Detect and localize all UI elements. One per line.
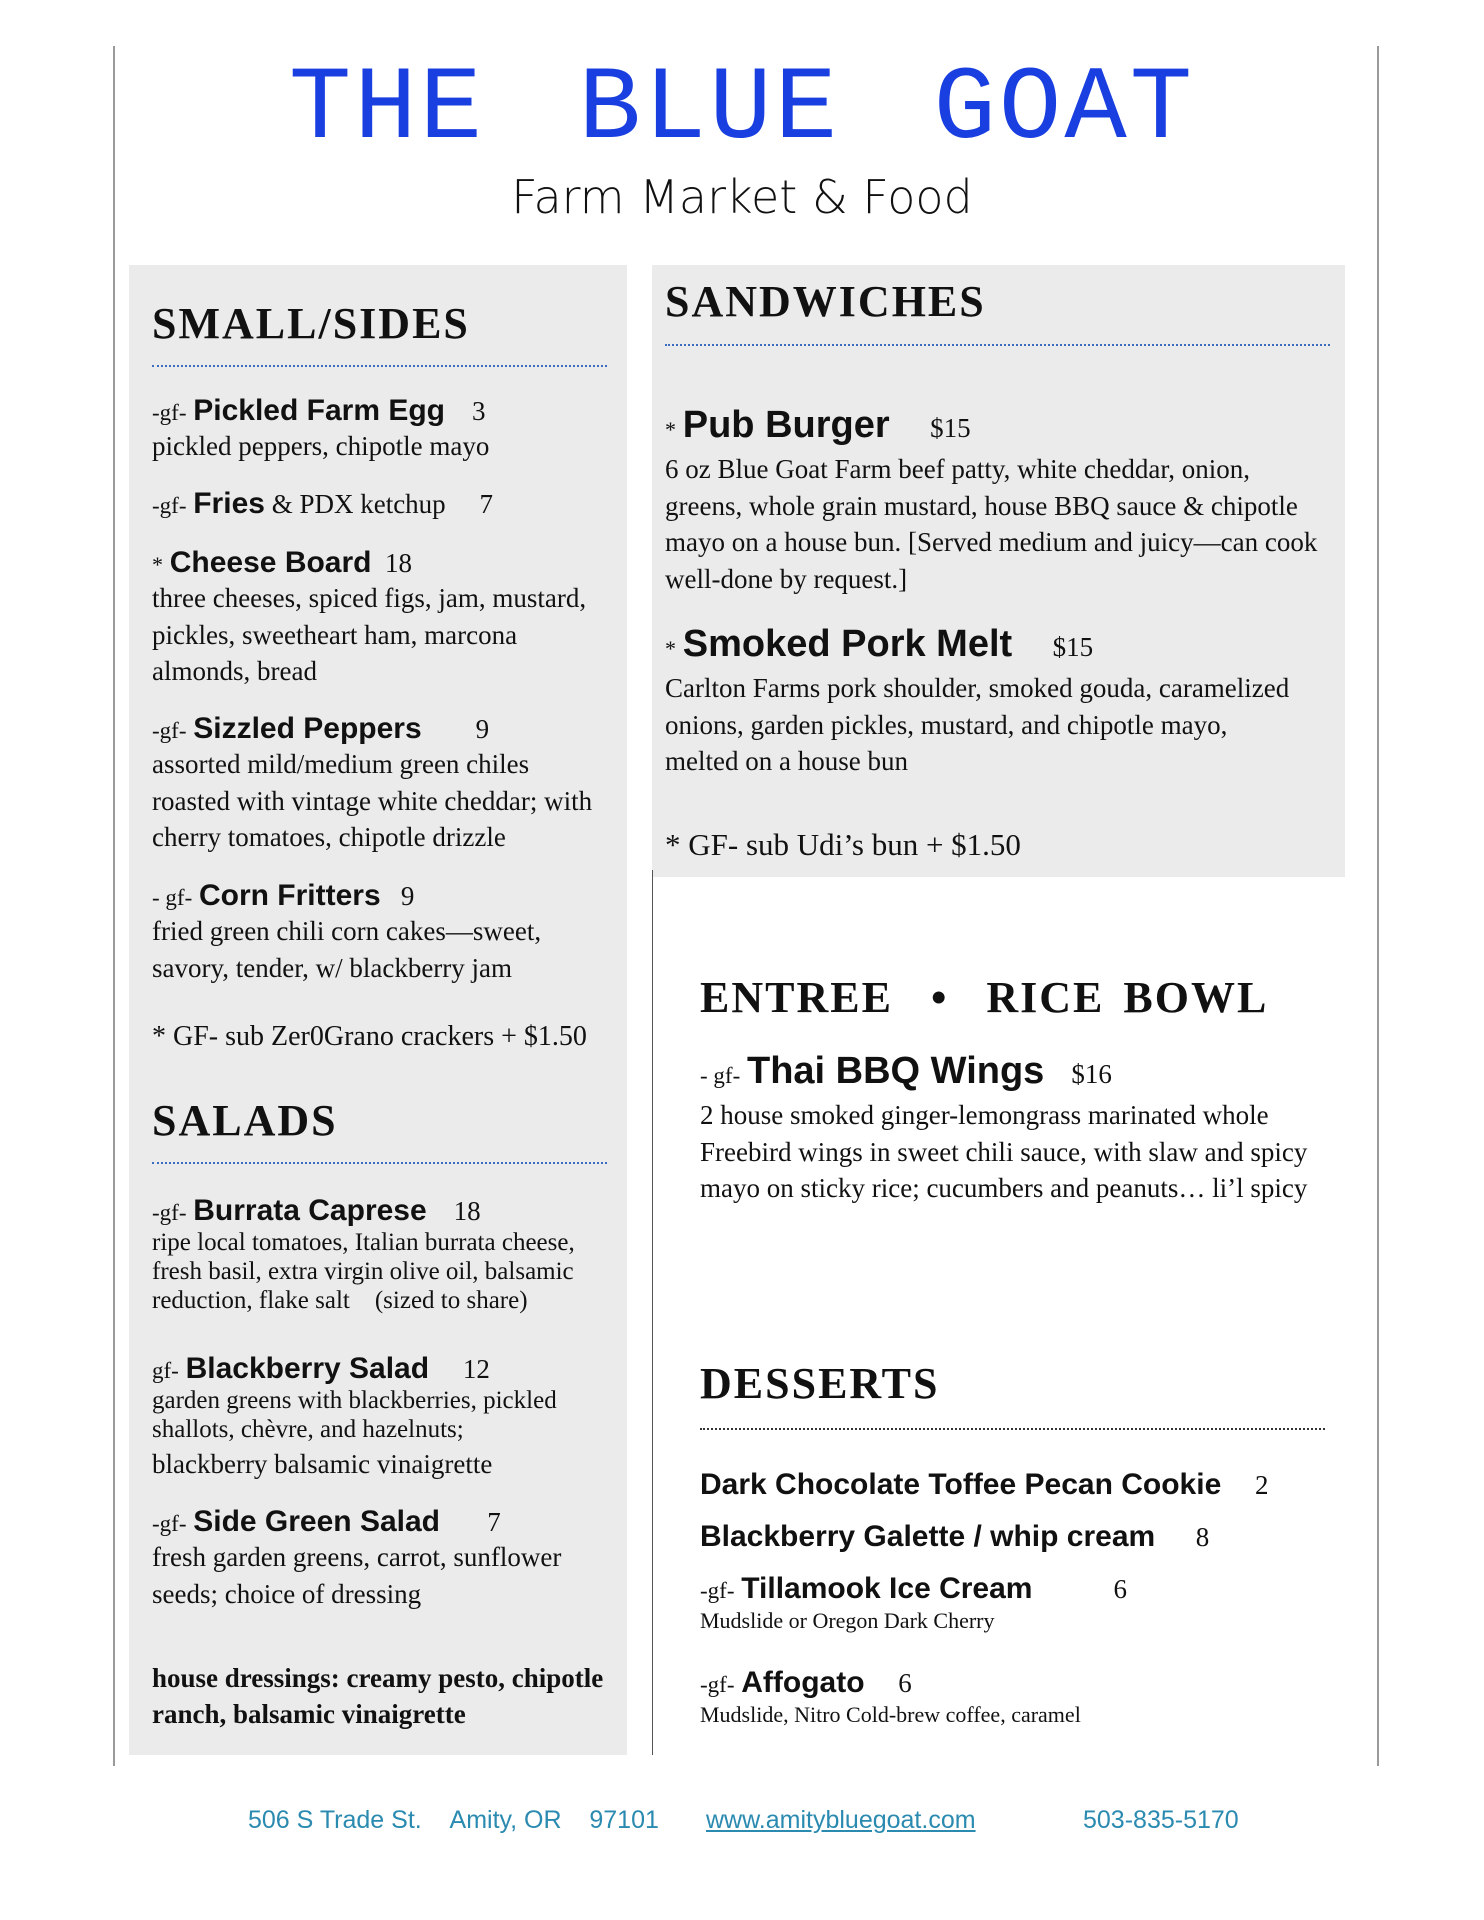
item-price: 9 xyxy=(400,881,415,911)
salads-divider xyxy=(152,1162,607,1164)
item-price: $15 xyxy=(930,413,971,443)
menu-item-smoked-pork-melt: * Smoked Pork Melt $15 Carlton Farms pork shoulder, smoked gouda, caramelized onions, garden pickles, mustard, and chipotle mayo, melted on a house bun xyxy=(665,623,1305,780)
item-description: garden greens with blackberries, pickled shallots, chèvre, and hazelnuts; xyxy=(152,1387,557,1443)
item-name: Thai BBQ Wings xyxy=(746,1050,1045,1092)
item-description: fried green chili corn cakes—sweet, savory, tender, w/ blackberry jam xyxy=(152,916,542,983)
item-name: Pub Burger xyxy=(682,404,890,446)
item-price: $16 xyxy=(1071,1059,1112,1089)
footer-phone: 503-835-5170 xyxy=(1083,1806,1239,1834)
item-name: Tillamook Ice Cream xyxy=(741,1572,1033,1605)
footer-website-link[interactable]: www.amitybluegoat.com xyxy=(706,1806,976,1834)
item-description: 6 oz Blue Goat Farm beef patty, white cheddar, onion, greens, whole grain mustard, house BBQ sauce & chipotle mayo on a house bun. [Served medium and juicy—can cook well-done by request.] xyxy=(665,454,1318,594)
item-price: 7 xyxy=(479,489,493,519)
left-border-line xyxy=(113,46,115,1766)
house-dressings-note: house dressings: creamy pesto, chipotle ranch, balsamic vinaigrette xyxy=(152,1663,604,1729)
item-price: 6 xyxy=(1113,1574,1127,1604)
item-description: Mudslide or Oregon Dark Cherry xyxy=(700,1608,995,1633)
item-price: 18 xyxy=(453,1196,481,1226)
menu-item-pickled-farm-egg: -gf- Pickled Farm Egg 3 pickled peppers, chipotle mayo xyxy=(152,394,612,465)
item-description: 2 house smoked ginger-lemongrass marinated whole Freebird wings in sweet chili sauce, with slaw and spicy mayo on sticky rice; cucumbers and peanuts… li’l spicy xyxy=(700,1100,1308,1203)
menu-item-thai-bbq-wings: - gf- Thai BBQ Wings $16 2 house smoked ginger-lemongrass marinated whole Freebird wings in sweet chili sauce, with slaw and spicy mayo on sticky rice; cucumbers and peanuts… li’l spicy xyxy=(700,1050,1340,1207)
sandwiches-gf-note: * GF- sub Udi’s bun + $1.50 xyxy=(665,827,1021,862)
menu-item-fries: -gf- Fries & PDX ketchup 7 xyxy=(152,487,493,520)
item-name: Side Green Salad xyxy=(193,1505,441,1538)
footer-website-wrap xyxy=(706,1806,976,1835)
menu-item-corn-fritters: - gf- Corn Fritters 9 fried green chili corn cakes—sweet, savory, tender, w/ blackberry jam xyxy=(152,879,592,986)
menu-item-blackberry-galette xyxy=(700,1520,1340,1554)
item-name: Fries xyxy=(193,487,265,520)
menu-item-tillamook-ice-cream: -gf- Tillamook Ice Cream 6 Mudslide or Oregon Dark Cherry xyxy=(700,1572,1340,1636)
item-price: 2 xyxy=(1255,1470,1269,1500)
footer-street: 506 S Trade St. xyxy=(248,1806,422,1834)
item-description: three cheeses, spiced figs, jam, mustard, pickles, sweetheart ham, marcona almonds, bread xyxy=(152,583,587,686)
item-description: assorted mild/medium green chiles roasted with vintage white cheddar; with cherry tomatoes, chipotle drizzle xyxy=(152,749,593,852)
item-price: 12 xyxy=(462,1354,490,1384)
small-sides-gf-note: * GF- sub Zer0Grano crackers + $1.50 xyxy=(152,1021,587,1052)
item-description: Mudslide, Nitro Cold-brew coffee, caramel xyxy=(700,1702,1081,1727)
center-divider-line xyxy=(652,870,653,1755)
menu-item-burrata-caprese: -gf- Burrata Caprese 18 ripe local tomatoes, Italian burrata cheese, fresh basil, extra virgin olive oil, balsamic reduction, flake salt (sized to share) xyxy=(152,1194,575,1314)
menu-item-toffee-pecan-cookie xyxy=(700,1468,1340,1502)
entree-heading: ENTREE • RICE BOWL xyxy=(700,973,1269,1022)
item-price: 3 xyxy=(471,396,486,426)
footer-zip: 97101 xyxy=(589,1806,659,1834)
item-price: $15 xyxy=(1052,632,1094,662)
menu-item-blackberry-salad: gf- Blackberry Salad 12 garden greens with blackberries, pickled shallots, chèvre, and hazelnuts; blackberry balsamic vinaigrette xyxy=(152,1352,612,1483)
item-name: Blackberry Salad xyxy=(185,1352,430,1385)
item-extra: & PDX ketchup xyxy=(271,489,446,519)
menu-item-cheese-board: * Cheese Board 18 three cheeses, spiced figs, jam, mustard, pickles, sweetheart ham, marcona almonds, bread xyxy=(152,546,592,690)
item-name: Blackberry Galette / whip cream xyxy=(700,1520,1156,1553)
menu-item-side-green-salad: -gf- Side Green Salad 7 fresh garden greens, carrot, sunflower seeds; choice of dressing xyxy=(152,1505,612,1612)
item-price: 6 xyxy=(898,1668,912,1698)
item-name: Affogato xyxy=(741,1666,865,1699)
menu-item-sizzled-peppers: -gf- Sizzled Peppers 9 assorted mild/medium green chiles roasted with vintage white cheddar; with cherry tomatoes, chipotle drizzle xyxy=(152,712,612,856)
item-name: Burrata Caprese xyxy=(193,1194,427,1227)
restaurant-title: THE BLUE GOAT xyxy=(288,51,1196,169)
item-description: fresh garden greens, carrot, sunflower seeds; choice of dressing xyxy=(152,1542,562,1609)
item-price: 8 xyxy=(1195,1522,1210,1552)
sandwiches-divider xyxy=(665,344,1330,346)
small-sides-heading: SMALL/SIDES xyxy=(152,299,470,348)
small-sides-divider xyxy=(152,365,607,367)
item-name: Smoked Pork Melt xyxy=(682,623,1013,665)
item-name: Cheese Board xyxy=(169,546,372,579)
desserts-divider xyxy=(700,1428,1325,1430)
footer-address xyxy=(248,1806,659,1835)
desserts-heading: DESSERTS xyxy=(700,1359,940,1408)
item-name: Sizzled Peppers xyxy=(193,712,422,745)
right-border-line xyxy=(1377,46,1379,1766)
item-description: pickled peppers, chipotle mayo xyxy=(152,431,490,461)
item-extra: (sized to share) xyxy=(374,1287,528,1314)
item-description-2: blackberry balsamic vinaigrette xyxy=(152,1449,493,1479)
item-description: Carlton Farms pork shoulder, smoked gouda, caramelized onions, garden pickles, mustard, and chipotle mayo, melted on a house bun xyxy=(665,673,1290,776)
item-name: Pickled Farm Egg xyxy=(193,394,445,427)
sandwiches-heading: SANDWICHES xyxy=(665,277,986,326)
restaurant-subtitle: Farm Market & Food xyxy=(511,170,973,224)
item-description: ripe local tomatoes, Italian burrata cheese, fresh basil, extra virgin olive oil, balsamic reduction, flake salt xyxy=(152,1229,575,1314)
menu-item-pub-burger: * Pub Burger $15 6 oz Blue Goat Farm beef patty, white cheddar, onion, greens, whole grain mustard, house BBQ sauce & chipotle mayo on a house bun. [Served medium and juicy—can cook well-done by request.] xyxy=(665,404,1330,597)
footer-city: Amity, OR xyxy=(449,1806,562,1834)
item-price: 18 xyxy=(385,548,412,578)
salads-heading: SALADS xyxy=(152,1096,338,1145)
menu-item-affogato: -gf- Affogato 6 Mudslide, Nitro Cold-brew coffee, caramel xyxy=(700,1666,1340,1730)
item-price: 9 xyxy=(475,714,490,744)
item-price: 7 xyxy=(487,1507,501,1537)
item-name: Corn Fritters xyxy=(198,879,381,912)
item-name: Dark Chocolate Toffee Pecan Cookie xyxy=(700,1468,1222,1501)
